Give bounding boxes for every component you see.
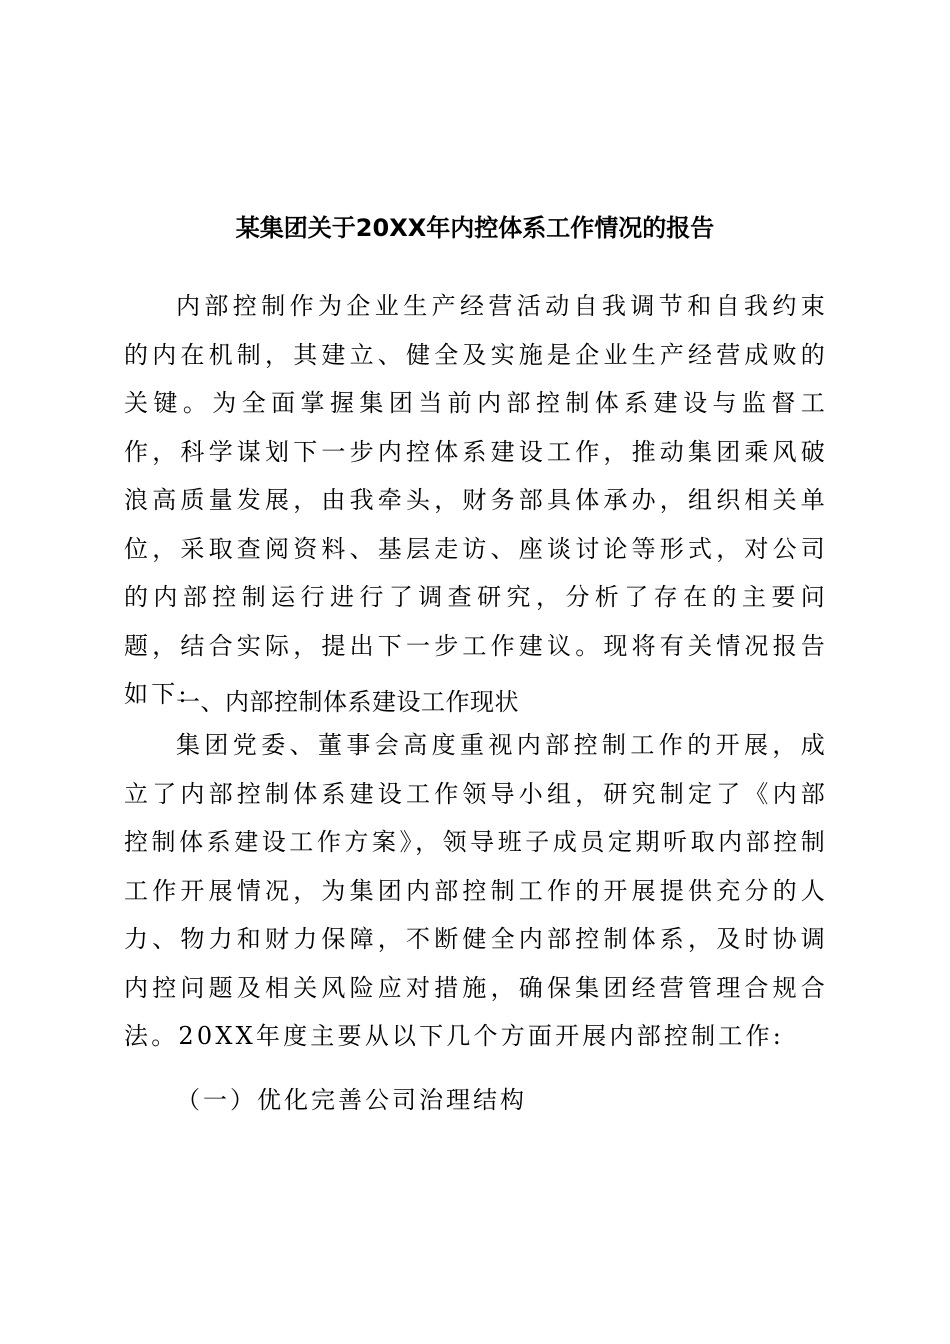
document-title: 某集团关于20XX年内控体系工作情况的报告	[235, 214, 715, 242]
subsection-heading: （一）优化完善公司治理结构	[176, 1086, 527, 1114]
section-heading: 一、内部控制体系建设工作现状	[176, 688, 519, 716]
intro-paragraph: 内部控制作为企业生产经营活动自我调节和自我约束的内在机制，其建立、健全及实施是企业生产经营成败的关键。为全面掌握集团当前内部控制体系建设与监督工作，科学谋划下一步内控体系建设工作，推动集团乘风破浪高质量发展，由我牵头，财务部具体承办，组织相关单位，采取查阅资料、基层走访、座谈讨论等形式，对公司的内部控制运行进行了调查研究，分析了存在的主要问题，结合实际，提出下一步工作建议。现将有关情况报告如下:	[124, 292, 828, 708]
section-paragraph: 集团党委、董事会高度重视内部控制工作的开展，成立了内部控制体系建设工作领导小组，研究制定了《内部控制体系建设工作方案》，领导班子成员定期听取内部控制工作开展情况，为集团内部控制工作的开展提供充分的人力、物力和财力保障，不断健全内部控制体系，及时协调内控问题及相关风险应对措施，确保集团经营管理合规合法。20XX年度主要从以下几个方面开展内部控制工作:	[124, 731, 828, 1050]
